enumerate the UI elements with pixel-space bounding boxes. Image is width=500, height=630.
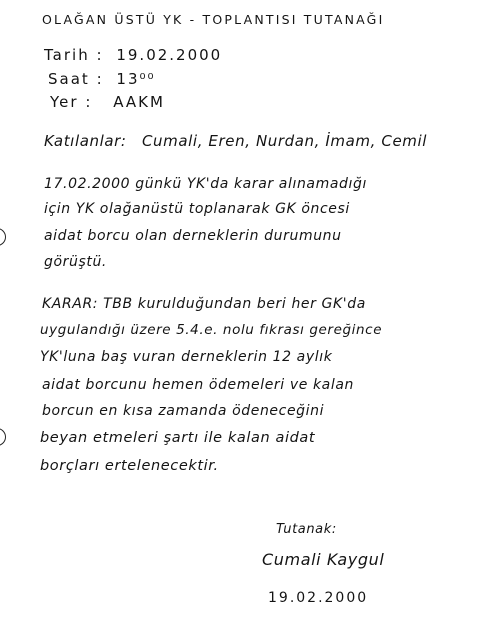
attendees-line (44, 132, 427, 150)
paragraph-line: 17.02.2000 günkü YK'da karar alınamadığı (44, 176, 367, 192)
punch-hole-mark (0, 228, 6, 246)
punch-hole-mark (0, 428, 6, 446)
date-value: 19.02.2000 (116, 46, 223, 64)
signature-name: Cumali Kaygul (262, 550, 385, 569)
decision-line: aidat borcunu hemen ödemeleri ve kalan (42, 377, 355, 393)
time-sep: : (96, 70, 104, 88)
date-line (44, 46, 222, 64)
date-label: Tarih (44, 46, 90, 64)
paragraph-line: görüştü. (44, 254, 107, 270)
attendees-label: Katılanlar: (44, 132, 127, 150)
attendees-names: Cumali, Eren, Nurdan, İmam, Cemil (141, 132, 428, 150)
place-line (50, 93, 165, 111)
decision-line: beyan etmeleri şartı ile kalan aidat (40, 430, 316, 446)
paragraph-line: aidat borcu olan derneklerin durumunu (44, 228, 342, 244)
signature-date: 19.02.2000 (268, 590, 369, 606)
decision-line: uygulandığı üzere 5.4.e. nolu fıkrası gereğince (40, 322, 383, 338)
place-value: AAKM (113, 93, 165, 111)
date-sep: : (96, 46, 104, 64)
time-label: Saat (48, 70, 90, 88)
decision-line: KARAR: TBB kurulduğundan beri her GK'da (42, 296, 366, 312)
document-title: OLAĞAN ÜSTÜ YK - TOPLANTISI TUTANAĞI (42, 12, 385, 27)
time-line (48, 70, 156, 88)
decision-line: borcun en kısa zamanda ödeneceğini (42, 403, 325, 419)
place-sep: : (85, 93, 93, 111)
place-label: Yer (50, 93, 79, 111)
decision-line: borçları ertelenecektir. (40, 458, 219, 474)
signature-heading: Tutanak: (276, 522, 337, 537)
time-value: 13⁰⁰ (116, 70, 156, 88)
paragraph-line: için YK olağanüstü toplanarak GK öncesi (44, 201, 350, 217)
decision-line: YK'luna baş vuran derneklerin 12 aylık (40, 349, 333, 365)
